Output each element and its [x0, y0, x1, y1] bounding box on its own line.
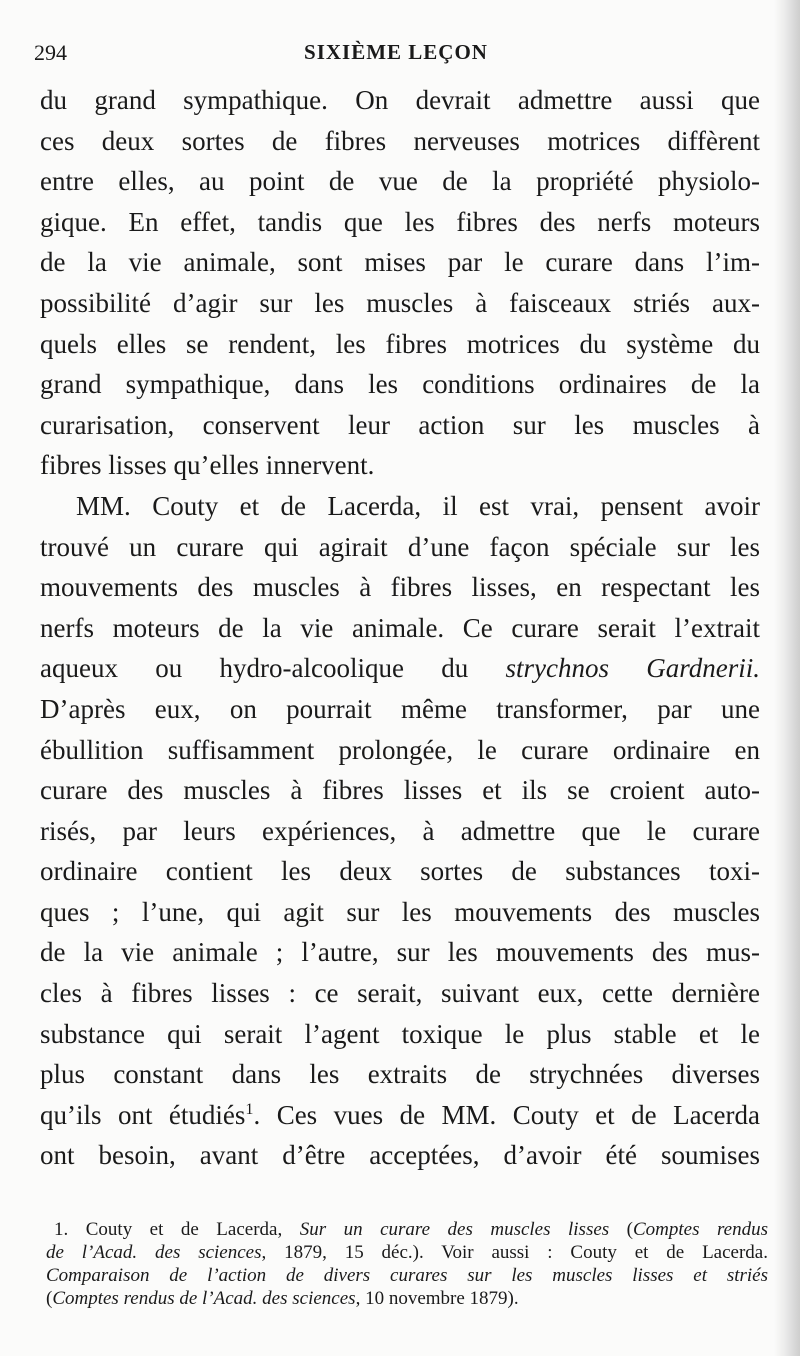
text-line: entre elles, au point de vue de la propriété physiolo-	[40, 166, 760, 197]
footnote-line	[46, 1218, 768, 1241]
text-segment: . Ces vues de MM. Couty et de Lacerda	[253, 1099, 760, 1130]
text-segment: aqueux ou hydro-alcoolique du	[40, 653, 506, 684]
page-number: 294	[34, 40, 67, 65]
text-line: grand sympathique, dans les conditions ordinaires de la	[40, 369, 760, 400]
text-line: substance qui serait l’agent toxique le plus stable et le	[40, 1018, 760, 1049]
text-segment: qu’ils ont étudiés	[40, 1099, 246, 1130]
footnote-segment: 1. Couty et de Lacerda,	[54, 1219, 300, 1240]
footnote-marker: 1	[245, 1099, 254, 1118]
footnote-segment: , 1879, 15 déc.). Voir aussi : Couty et de Lacerda.	[261, 1242, 768, 1263]
main-text	[40, 80, 760, 1176]
text-line	[40, 648, 760, 689]
text-line: quels elles se rendent, les fibres motrices du système du	[40, 328, 760, 359]
footnote-segment: (	[46, 1288, 53, 1309]
page-spine-shadow	[774, 0, 800, 1356]
footnote-line	[46, 1287, 768, 1310]
text-line: gique. En effet, tandis que les fibres des nerfs moteurs	[40, 206, 760, 237]
text-line: plus constant dans les extraits de strychnées diverses	[40, 1059, 760, 1090]
text-line: mouvements des muscles à fibres lisses, en respectant les	[40, 572, 760, 603]
text-line: ont besoin, avant d’être acceptées, d’avoir été soumises	[40, 1140, 760, 1171]
text-line: D’après eux, on pourrait même transformer, par une	[40, 693, 760, 724]
text-line: possibilité d’agir sur les muscles à faisceaux striés aux-	[40, 287, 760, 318]
text-line: trouvé un curare qui agirait d’une façon spéciale sur les	[40, 531, 760, 562]
footnote	[46, 1218, 768, 1310]
text-line: ébullition suffisamment prolongée, le curare ordinaire en	[40, 734, 760, 765]
footnote-segment: , 10 novembre 1879).	[355, 1288, 519, 1309]
text-line: cles à fibres lisses : ce serait, suivant eux, cette dernière	[40, 978, 760, 1009]
text-line: curare des muscles à fibres lisses et ils se croient auto-	[40, 775, 760, 806]
page-header	[32, 34, 760, 74]
text-line: de la vie animale ; l’autre, sur les mouvements des mus-	[40, 937, 760, 968]
text-line: de la vie animale, sont mises par le curare dans l’im-	[40, 247, 760, 278]
text-line: du grand sympathique. On devrait admettre aussi que	[40, 85, 760, 115]
footnote-journal: Comptes rendus de l’Acad. des sciences	[52, 1288, 356, 1309]
running-head: SIXIÈME LEÇON	[304, 40, 488, 64]
footnote-line	[46, 1241, 768, 1264]
footnote-line: Comparaison de l’action de divers curares sur les muscles lisses et striés	[46, 1265, 768, 1286]
text-line: risés, par leurs expériences, à admettre que le curare	[40, 815, 760, 846]
footnote-journal: Comptes rendus	[633, 1219, 769, 1240]
text-line: MM. Couty et de Lacerda, il est vrai, pensent avoir	[76, 490, 760, 521]
text-line: ordinaire contient les deux sortes de substances toxi-	[40, 856, 760, 887]
text-line	[40, 1095, 760, 1136]
text-line: fibres lisses qu’elles innervent.	[40, 450, 375, 481]
text-line: ques ; l’une, qui agit sur les mouvements des muscles	[40, 896, 760, 927]
text-line: ces deux sortes de fibres nerveuses motrices diffèrent	[40, 125, 760, 156]
footnote-title: Sur un curare des muscles lisses	[299, 1219, 610, 1240]
text-line: curarisation, conservent leur action sur les muscles à	[40, 409, 760, 440]
footnote-journal: de l’Acad. des sciences	[46, 1242, 262, 1263]
species-name: strychnos Gardnerii.	[505, 653, 760, 684]
text-line: nerfs moteurs de la vie animale. Ce curare serait l’extrait	[40, 612, 760, 643]
footnote-segment: (	[609, 1219, 633, 1240]
